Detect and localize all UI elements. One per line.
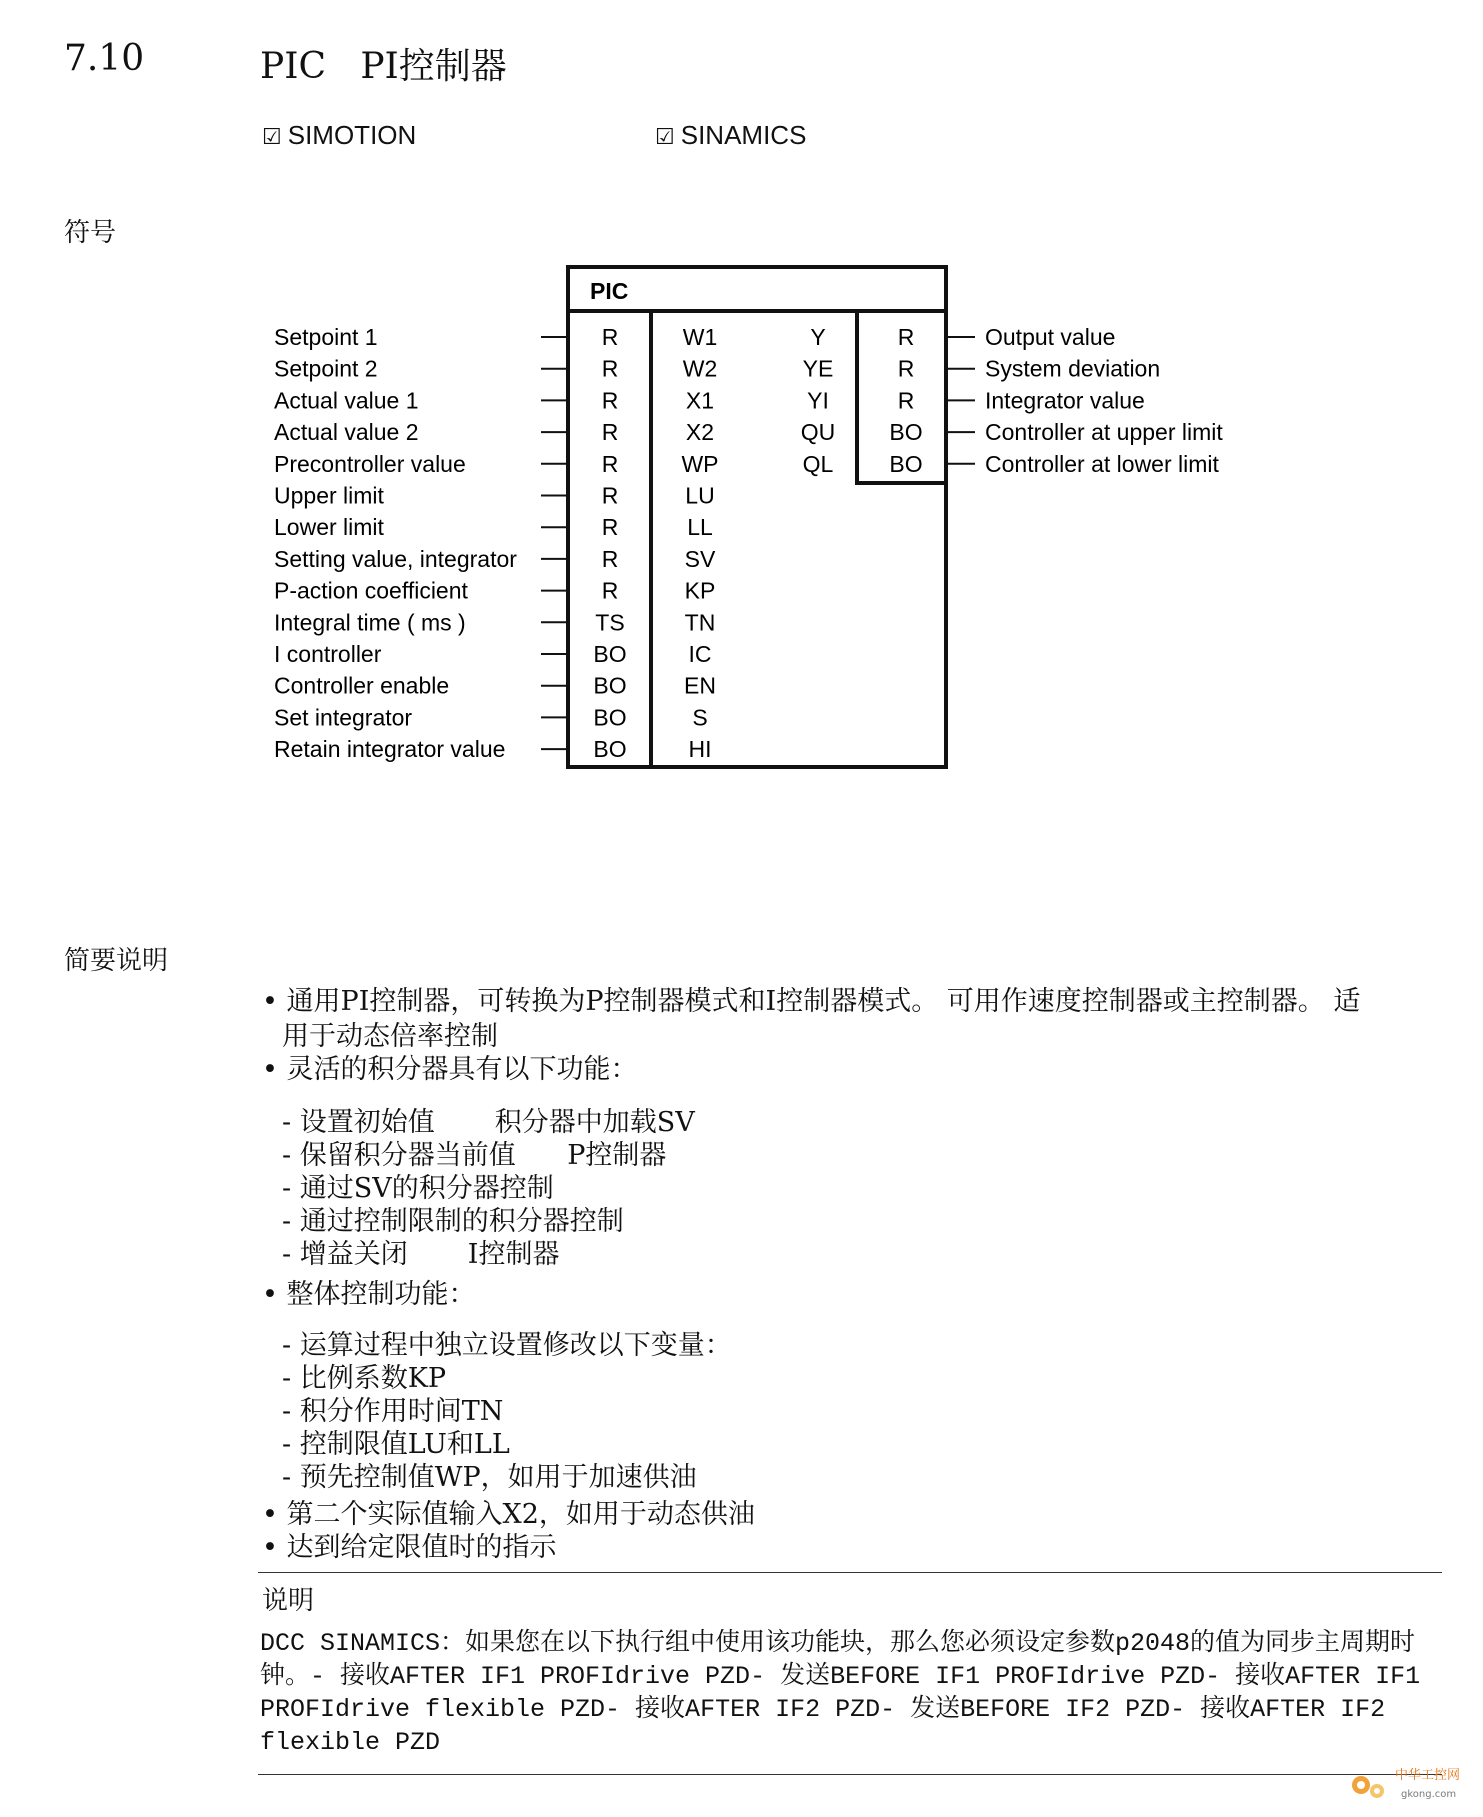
- input-type: R: [601, 355, 619, 382]
- list-item: - 通过SV的积分器控制: [282, 1173, 554, 1204]
- list-item: - 比例系数KP: [282, 1363, 447, 1394]
- input-pin: LL: [687, 514, 713, 541]
- input-pin: KP: [684, 577, 716, 604]
- input-pin: SV: [684, 545, 716, 572]
- bullet-dot: •: [262, 1532, 278, 1563]
- input-type: TS: [595, 609, 625, 636]
- gkong-watermark-logo: [1347, 1761, 1475, 1805]
- bullet-4-text: 第二个实际值输入X2，如用于动态供油: [286, 1499, 755, 1530]
- output-label: Controller at lower limit: [985, 450, 1219, 477]
- input-type: R: [601, 577, 619, 604]
- input-label: P-action coefficient: [274, 577, 468, 604]
- output-label: Controller at upper limit: [985, 419, 1223, 446]
- output-type: R: [897, 324, 915, 350]
- input-type: R: [601, 324, 619, 350]
- bullet-5: [262, 1531, 557, 1564]
- note-bottom-divider: [258, 1774, 1442, 1775]
- list-item: - 增益关闭 I控制器: [282, 1239, 560, 1270]
- input-type: R: [601, 419, 619, 446]
- input-pin: X2: [685, 419, 715, 446]
- bullet-dot: •: [262, 1499, 278, 1530]
- input-label: Controller enable: [274, 672, 450, 699]
- output-pin: Y: [810, 324, 826, 350]
- input-type: BO: [593, 641, 627, 667]
- input-label: Actual value 1: [274, 387, 419, 414]
- input-label: Retain integrator value: [274, 736, 506, 763]
- input-label: Actual value 2: [274, 419, 419, 446]
- checked-box-icon: ☑: [655, 125, 675, 150]
- note-text: DCC SINAMICS：如果您在以下执行组中使用该功能块，那么您必须设定参数p2048的值为同步主周期时钟。- 接收AFTER IF1 PROFIdrive PZD- 发送BEFORE IF1 PROFIdrive PZD- 接收AFTER IF1 PROFIdrive flexible PZD- 接收AFTER IF2 PZD- 发送BEFORE IF2 PZD- 接收AFTER IF2 flexible PZD: [260, 1629, 1421, 1757]
- section-title: PIC PI控制器: [260, 46, 507, 87]
- input-pin: X1: [685, 387, 715, 414]
- input-pin: HI: [688, 736, 712, 763]
- bullet-2-text: 灵活的积分器具有以下功能：: [286, 1054, 638, 1085]
- bullet-1-text: 通用PI控制器，可转换为P控制器模式和I控制器模式。 可用作速度控制器或主控制器。 适: [286, 986, 1361, 1017]
- input-type: R: [601, 387, 619, 414]
- input-pin: IC: [688, 641, 712, 667]
- list-item: - 通过控制限制的积分器控制: [282, 1206, 624, 1237]
- bullet-2: [262, 1053, 638, 1086]
- input-type: R: [601, 450, 619, 477]
- section-number: 7.10: [64, 38, 145, 79]
- note-title: 说明: [262, 1586, 315, 1616]
- input-pin: S: [692, 704, 708, 731]
- watermark-url: gkong.com: [1401, 1789, 1457, 1800]
- output-type: BO: [889, 450, 923, 477]
- watermark-text: 中华工控网: [1395, 1768, 1461, 1783]
- input-label: Setpoint 2: [274, 355, 378, 382]
- output-label: Output value: [985, 324, 1116, 350]
- input-label: Lower limit: [274, 514, 384, 541]
- note-top-divider: [258, 1572, 1442, 1573]
- input-type: R: [601, 482, 619, 509]
- bullet-dot: •: [262, 1279, 278, 1310]
- bullet-4: [262, 1498, 755, 1531]
- bullet-3: [262, 1278, 476, 1311]
- input-pin: TN: [684, 609, 716, 636]
- input-type: R: [601, 545, 619, 572]
- checkbox-sinamics-label: SINAMICS: [680, 120, 807, 150]
- input-type: R: [601, 514, 619, 541]
- input-pin: W1: [682, 324, 718, 350]
- input-label: Setting value, integrator: [274, 545, 517, 572]
- gear-icon: [1352, 1776, 1384, 1798]
- bullet-dot: •: [262, 986, 278, 1017]
- list-item: - 预先控制值WP，如用于加速供油: [282, 1462, 697, 1493]
- input-type: BO: [593, 736, 627, 763]
- input-label: I controller: [274, 641, 382, 667]
- input-pin: WP: [681, 450, 719, 477]
- output-type: BO: [889, 419, 923, 446]
- output-pin: QU: [800, 419, 836, 446]
- brief-description-heading: 简要说明: [64, 946, 169, 976]
- output-label: Integrator value: [985, 387, 1145, 414]
- output-type: R: [897, 387, 915, 414]
- bullet-5-text: 达到给定限值时的指示: [286, 1532, 557, 1563]
- list-item: - 运算过程中独立设置修改以下变量：: [282, 1330, 732, 1361]
- list-item: - 保留积分器当前值 P控制器: [282, 1140, 667, 1171]
- checkbox-simotion-label: SIMOTION: [287, 120, 417, 150]
- bullet-dot: •: [262, 1054, 278, 1085]
- input-label: Setpoint 1: [274, 324, 378, 350]
- output-type: R: [897, 355, 915, 382]
- bullet-3-text: 整体控制功能：: [286, 1279, 476, 1310]
- bullet-1: [262, 985, 1360, 1018]
- pic-block-diagram: [0, 0, 1483, 800]
- list-item: - 控制限值LU和LL: [282, 1429, 510, 1460]
- input-label: Integral time ( ms ): [274, 609, 466, 636]
- input-pin: W2: [682, 355, 718, 382]
- list-item: - 设置初始值 积分器中加载SV: [282, 1107, 695, 1138]
- input-label: Set integrator: [274, 704, 413, 731]
- symbol-heading: 符号: [64, 218, 117, 248]
- output-pin: QL: [802, 450, 834, 477]
- input-label: Precontroller value: [274, 450, 466, 477]
- input-type: BO: [593, 704, 627, 731]
- input-type: BO: [593, 672, 627, 699]
- bullet-1-cont: 用于动态倍率控制: [282, 1021, 498, 1052]
- output-label: System deviation: [985, 355, 1161, 382]
- block-name: PIC: [590, 278, 629, 304]
- input-pin: EN: [684, 672, 716, 699]
- input-label: Upper limit: [274, 482, 384, 509]
- checked-box-icon: ☑: [262, 125, 282, 150]
- input-pin: LU: [685, 482, 715, 509]
- output-pin: YI: [807, 387, 829, 414]
- output-pin: YE: [802, 355, 834, 382]
- list-item: - 积分作用时间TN: [282, 1396, 504, 1427]
